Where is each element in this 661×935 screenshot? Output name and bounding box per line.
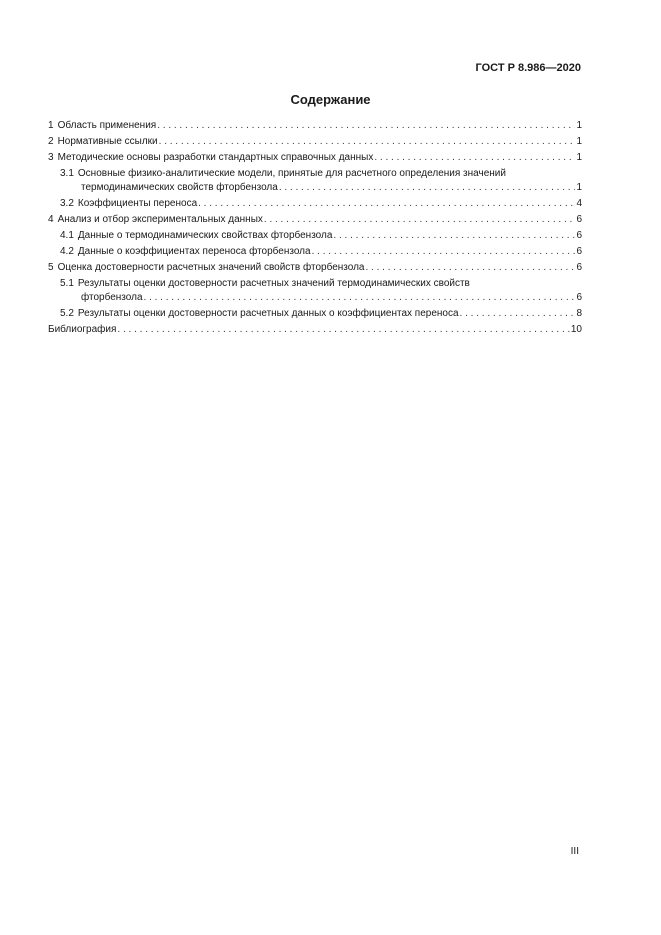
toc-leader-dots bbox=[264, 213, 576, 227]
toc-entry-page: 4 bbox=[576, 198, 582, 209]
toc-entry-number: 2 bbox=[48, 136, 54, 147]
toc-entry-page: 6 bbox=[576, 214, 582, 225]
toc-entry-page: 1 bbox=[576, 182, 582, 193]
toc-entry-title: Коэффициенты переноса bbox=[77, 198, 198, 209]
toc-entry-1[interactable] bbox=[48, 119, 582, 133]
toc-leader-dots bbox=[333, 229, 575, 243]
toc-entry-page: 1 bbox=[576, 120, 582, 131]
toc-entry-title: Данные о термодинамических свойствах фторбензола bbox=[77, 230, 333, 241]
toc-entry-5-1[interactable] bbox=[60, 277, 582, 305]
toc-entry-number: 4 bbox=[48, 214, 54, 225]
toc-entry-4[interactable] bbox=[48, 213, 582, 227]
toc-entry-title-line1: Основные физико-аналитические модели, принятые для расчетного определения значений bbox=[77, 168, 506, 179]
toc-entry-page: 10 bbox=[570, 324, 582, 335]
toc-entry-title: Данные о коэффициентах переноса фторбензола bbox=[77, 246, 311, 257]
toc-leader-dots bbox=[312, 245, 576, 259]
toc-entry-number: 3.2 bbox=[60, 198, 74, 209]
toc-leader-dots bbox=[159, 135, 576, 149]
toc-entry-5-2[interactable] bbox=[60, 307, 582, 321]
toc-entry-page: 6 bbox=[576, 292, 582, 303]
toc-leader-dots bbox=[460, 307, 576, 321]
toc-entry-5[interactable] bbox=[48, 261, 582, 275]
toc-entry-page: 1 bbox=[576, 152, 582, 163]
toc-entry-4-1[interactable] bbox=[60, 229, 582, 243]
toc-entry-number: 4.1 bbox=[60, 230, 74, 241]
toc-entry-number: 3.1 bbox=[60, 168, 74, 179]
toc-entry-title: Библиография bbox=[48, 324, 117, 335]
doc-code-header: ГОСТ Р 8.986—2020 bbox=[475, 62, 581, 74]
toc-title: Содержание bbox=[290, 92, 371, 107]
toc-leader-dots bbox=[117, 323, 569, 337]
toc-entry-number: 3 bbox=[48, 152, 54, 163]
toc-entry-4-2[interactable] bbox=[60, 245, 582, 259]
page-number: III bbox=[570, 846, 579, 857]
toc-entry-3-1[interactable] bbox=[60, 167, 582, 195]
toc-leader-dots bbox=[198, 197, 575, 211]
toc-entry-page: 6 bbox=[576, 262, 582, 273]
toc-entry-number: 5.2 bbox=[60, 308, 74, 319]
toc-entry-number: 4.2 bbox=[60, 246, 74, 257]
table-of-contents bbox=[48, 119, 582, 339]
toc-entry-number: 5 bbox=[48, 262, 54, 273]
toc-entry-title: Анализ и отбор экспериментальных данных bbox=[57, 214, 263, 225]
toc-entry-number: 1 bbox=[48, 120, 54, 131]
toc-entry-page: 6 bbox=[576, 230, 582, 241]
toc-entry-3-2[interactable] bbox=[60, 197, 582, 211]
toc-entry-title-line1: Результаты оценки достоверности расчетных значений термодинамических свойств bbox=[77, 278, 470, 289]
toc-entry-bibliography[interactable] bbox=[48, 323, 582, 337]
toc-entry-2[interactable] bbox=[48, 135, 582, 149]
toc-entry-title: фторбензола bbox=[81, 292, 143, 303]
toc-entry-title: Область применения bbox=[57, 120, 157, 131]
toc-leader-dots bbox=[279, 181, 576, 195]
toc-entry-title: Результаты оценки достоверности расчетных данных о коэффициентах переноса bbox=[77, 308, 459, 319]
toc-leader-dots bbox=[374, 151, 575, 165]
toc-leader-dots bbox=[157, 119, 575, 133]
toc-entry-title: Нормативные ссылки bbox=[57, 136, 158, 147]
toc-entry-number: 5.1 bbox=[60, 278, 74, 289]
toc-leader-dots bbox=[144, 291, 576, 305]
toc-entry-title: Оценка достоверности расчетных значений свойств фторбензола bbox=[57, 262, 365, 273]
toc-entry-title: термодинамических свойств фторбензола bbox=[81, 182, 278, 193]
toc-entry-title: Методические основы разработки стандартных справочных данных bbox=[57, 152, 374, 163]
toc-leader-dots bbox=[366, 261, 576, 275]
toc-entry-page: 1 bbox=[576, 136, 582, 147]
toc-entry-page: 8 bbox=[576, 308, 582, 319]
toc-entry-3[interactable] bbox=[48, 151, 582, 165]
toc-entry-page: 6 bbox=[576, 246, 582, 257]
